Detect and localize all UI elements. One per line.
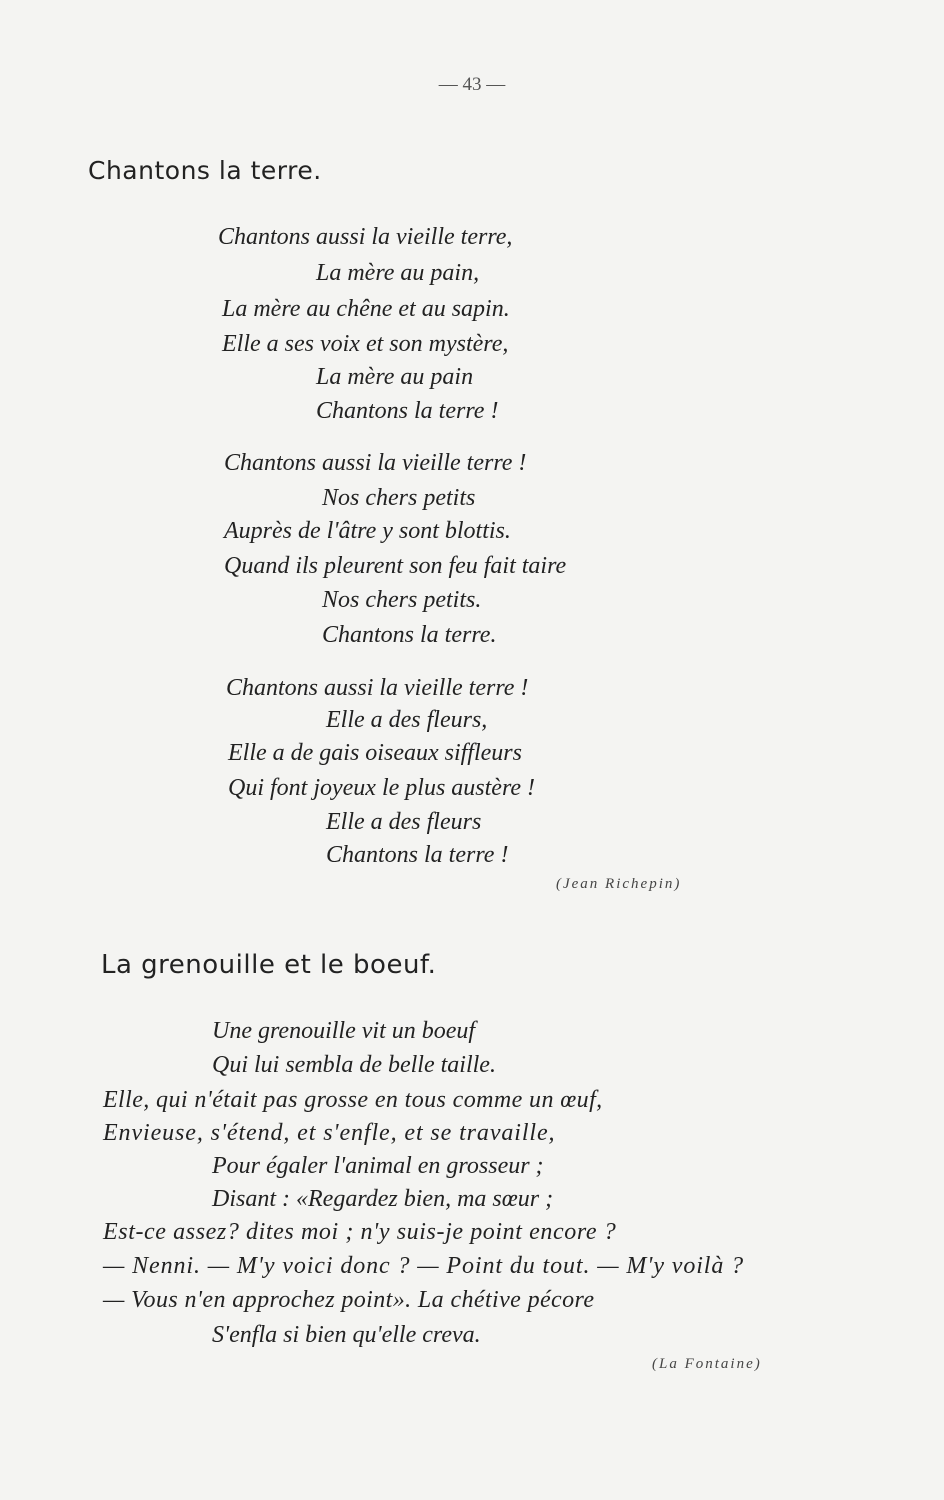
poem-line: Pour égaler l'animal en grosseur ; xyxy=(212,1153,544,1179)
page-number: — 43 — xyxy=(438,74,506,95)
poem-line: Elle a des fleurs, xyxy=(326,707,488,733)
poem-line: Elle a des fleurs xyxy=(326,809,482,835)
poem-line: Chantons aussi la vieille terre ! xyxy=(224,450,527,476)
poem-line: Nos chers petits. xyxy=(322,587,482,613)
poem-line: La mère au pain xyxy=(316,364,474,390)
poem-line: Une grenouille vit un boeuf xyxy=(212,1018,476,1044)
poem-line: Auprès de l'âtre y sont blottis. xyxy=(224,518,511,544)
poem-line: Envieuse, s'étend, et s'enfle, et se travaille, xyxy=(103,1120,556,1146)
poem-line: Qui lui sembla de belle taille. xyxy=(212,1052,496,1078)
author-attribution: (La Fontaine) xyxy=(652,1356,762,1372)
poem-line: Qui font joyeux le plus austère ! xyxy=(228,775,536,801)
poem-line: Chantons la terre. xyxy=(322,622,497,648)
poem-line: Elle, qui n'était pas grosse en tous comme un œuf, xyxy=(103,1087,603,1113)
poem-line: — Nenni. — M'y voici donc ? — Point du tout. — M'y voilà ? xyxy=(103,1253,745,1279)
poem-line: Elle a de gais oiseaux siffleurs xyxy=(228,740,522,766)
poem-line: Chantons aussi la vieille terre, xyxy=(218,224,513,250)
poem-line: Disant : «Regardez bien, ma sœur ; xyxy=(212,1186,554,1212)
poem-title-la-grenouille-et-le-boeuf: La grenouille et le boeuf. xyxy=(101,950,437,980)
poem-line: La mère au chêne et au sapin. xyxy=(222,296,510,322)
poem-line: Quand ils pleurent son feu fait taire xyxy=(224,553,567,579)
author-attribution: (Jean Richepin) xyxy=(556,876,682,892)
poem-line: Chantons la terre ! xyxy=(326,842,509,868)
poem-line: — Vous n'en approchez point». La chétive pécore xyxy=(103,1287,595,1313)
poem-line: La mère au pain, xyxy=(316,260,480,286)
poem-line: Chantons la terre ! xyxy=(316,398,499,424)
poem-line: Est-ce assez? dites moi ; n'y suis-je point encore ? xyxy=(103,1219,617,1245)
poem-line: Nos chers petits xyxy=(322,485,476,511)
poem-line: Elle a ses voix et son mystère, xyxy=(222,331,509,357)
poem-line: S'enfla si bien qu'elle creva. xyxy=(212,1322,481,1348)
poem-title-chantons-la-terre: Chantons la terre. xyxy=(88,156,322,185)
poem-line: Chantons aussi la vieille terre ! xyxy=(226,675,529,701)
